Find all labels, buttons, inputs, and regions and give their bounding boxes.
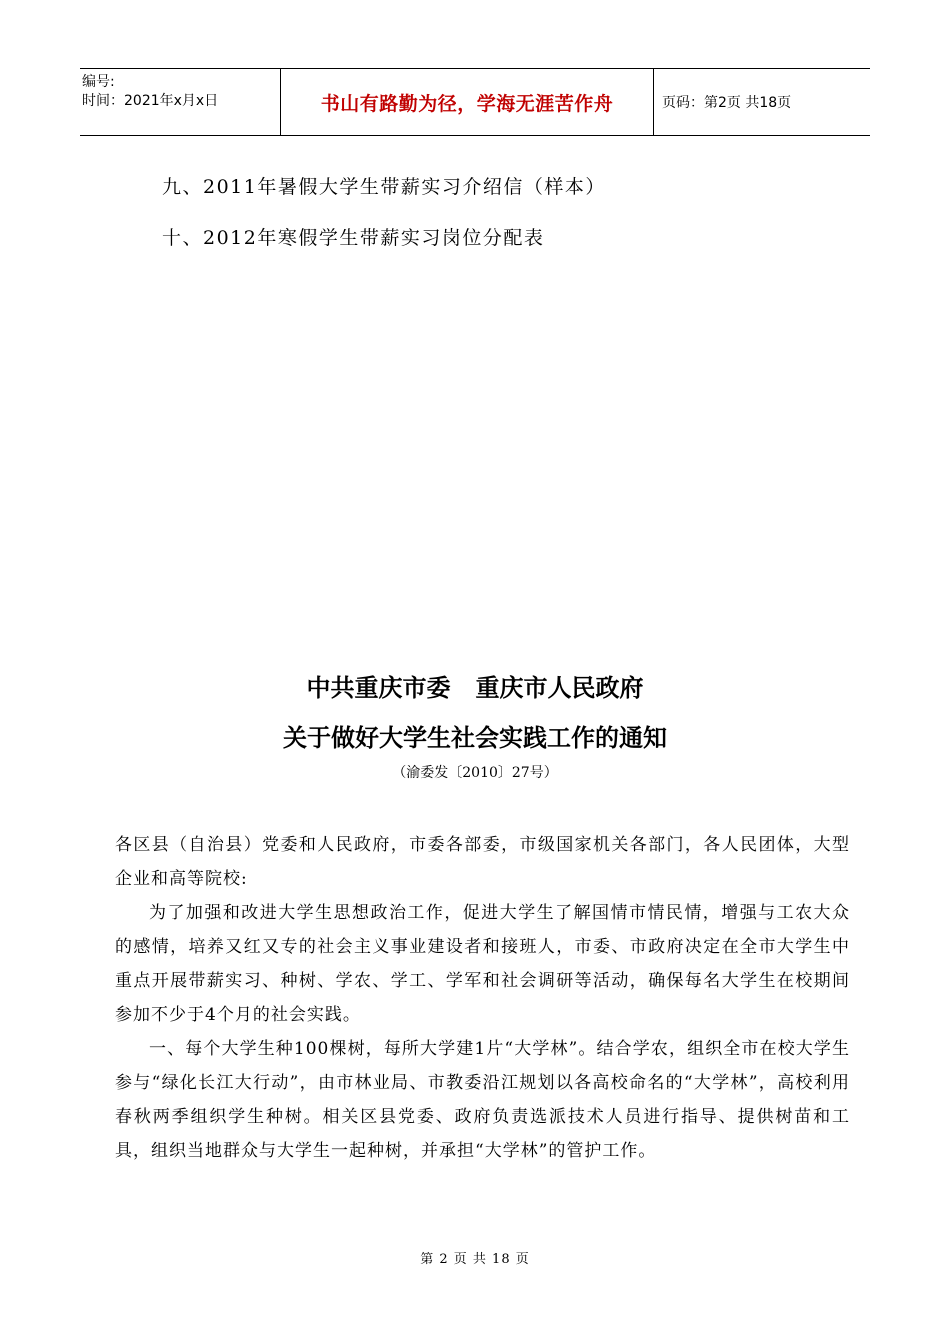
document-title-line1: 中共重庆市委 重庆市人民政府 (306, 674, 644, 702)
list-item-10: 十、2012年寒假学生带薪实习岗位分配表 (162, 227, 545, 249)
intro-paragraph: 为了加强和改进大学生思想政治工作，促进大学生了解国情市情民情，增强与工农大众的感情，培养又红又专的社会主义事业建设者和接班人，市委、市政府决定在全市大学生中重点开展带薪实习、种树、学农、学工、学军和社会调研等活动，确保每名大学生在校期间参加不少于4个月的社会实践。 (115, 903, 850, 1025)
document-body (115, 828, 850, 1168)
motto-text: 书山有路勤为径，学海无涯苦作舟 (320, 92, 614, 115)
document-number: （渝委发〔2010〕27号） (392, 765, 558, 781)
page-info: 页码：第2页 共18页 (662, 95, 792, 111)
page-footer: 第 2 页 共 18 页 (420, 1252, 530, 1267)
page-header (80, 68, 870, 136)
salutation-paragraph: 各区县（自治县）党委和人民政府，市委各部委，市级国家机关各部门，各人民团体，大型企业和高等院校: (115, 835, 850, 889)
header-motto-cell (280, 69, 654, 135)
header-meta (80, 69, 280, 135)
section-one-paragraph: 一、每个大学生种100棵树，每所大学建1片“大学林”。结合学农，组织全市在校大学生参与“绿化长江大行动”，由市林业局、市教委沿江规划以各高校命名的“大学林”，高校利用春秋两季组织学生种树。相关区县党委、政府负责选派技术人员进行指导、提供树苗和工具，组织当地群众与大学生一起种树，并承担“大学林”的管护工作。 (115, 1039, 850, 1161)
document-title-line2: 关于做好大学生社会实践工作的通知 (283, 724, 667, 752)
list-item-9: 九、2011年暑假大学生带薪实习介绍信（样本） (162, 176, 606, 198)
header-page-cell (654, 69, 870, 135)
number-label: 编号: (82, 74, 115, 90)
date-label: 时间：2021年x月x日 (82, 93, 219, 109)
